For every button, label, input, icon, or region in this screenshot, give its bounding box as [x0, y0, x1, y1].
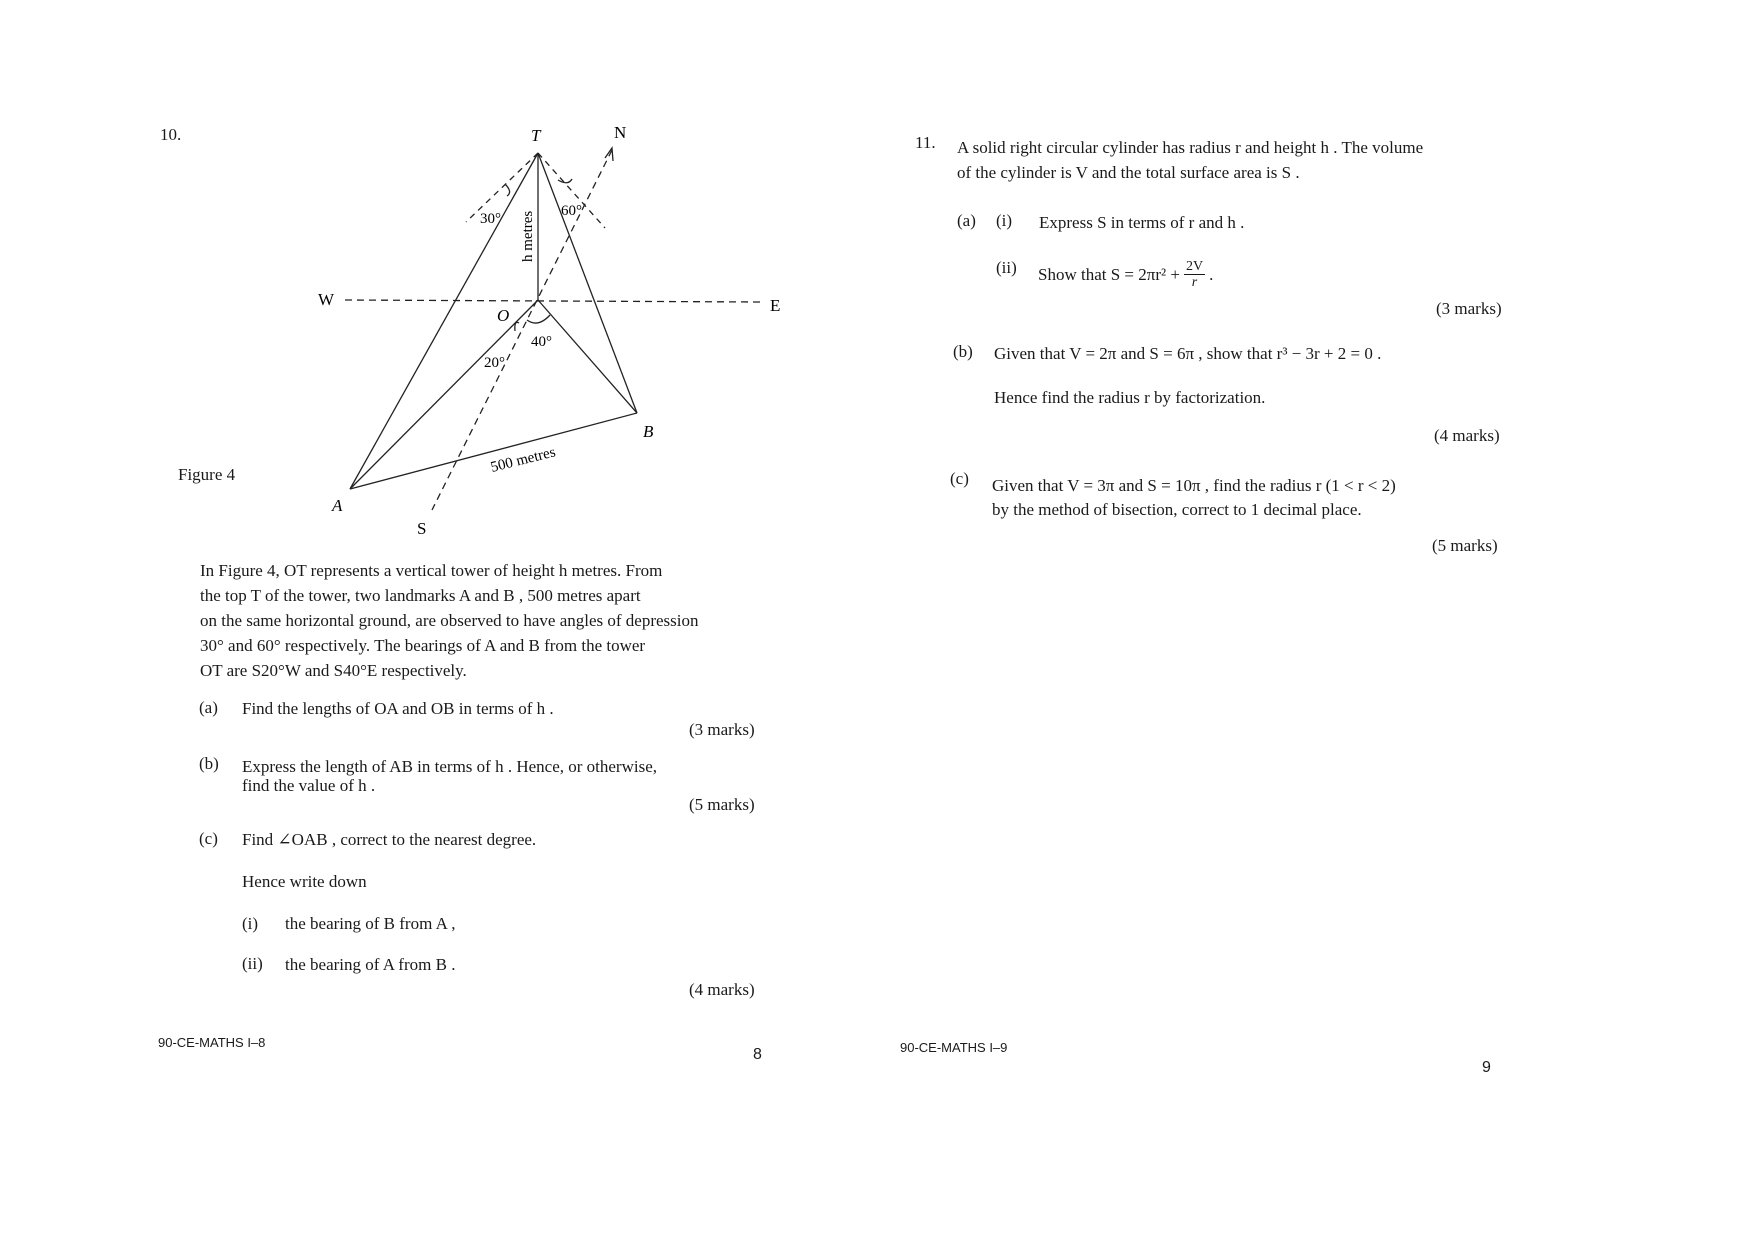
west-east-line [345, 300, 760, 302]
part-a-marks: (3 marks) [689, 720, 755, 739]
part-a-text: Find the lengths of OA and OB in terms of h . [242, 699, 554, 718]
question-10-intro [200, 558, 760, 683]
label-angle-60: 60° [561, 203, 582, 219]
label-distance: 500 metres [489, 444, 558, 476]
line-TA [350, 153, 538, 489]
label-angle-20: 20° [484, 355, 505, 371]
question-11-intro-line1: A solid right circular cylinder has radius r and height h . The volume [957, 138, 1424, 157]
label-A: A [332, 496, 343, 515]
part-c-label: (c) [199, 829, 218, 848]
label-O: O [497, 306, 510, 325]
part-b-label: (b) [199, 754, 219, 773]
part-c-marks: (4 marks) [689, 980, 755, 999]
label-S: S [417, 519, 427, 538]
q11-part-a-ii-label: (ii) [996, 258, 1017, 277]
fraction [1184, 259, 1205, 290]
line-AB [350, 413, 637, 489]
figure-4-diagram [0, 0, 880, 560]
label-N: N [614, 123, 627, 142]
right-page-number: 9 [1482, 1059, 1491, 1076]
line-OB [538, 300, 637, 413]
q11-part-a-i-text: Express S in terms of r and h . [1039, 213, 1245, 232]
q11-part-b-label: (b) [953, 342, 973, 361]
part-c-ii-label: (ii) [242, 954, 263, 973]
intro-line: the top T of the tower, two landmarks A and B , 500 metres apart [200, 586, 641, 605]
right-footer-code: 90-CE-MATHS I–9 [900, 1040, 1008, 1055]
intro-line: In Figure 4, OT represents a vertical tower of height h metres. From [200, 561, 663, 580]
angle-arc-30 [505, 184, 510, 196]
label-W: W [318, 290, 335, 309]
part-c-ii-text: the bearing of A from B . [285, 955, 456, 974]
left-page-number: 8 [753, 1046, 762, 1063]
label-B: B [643, 422, 654, 441]
angle-arc-20 [515, 322, 519, 331]
q11-part-a-ii-formula [1038, 259, 1213, 290]
fraction-denominator: r [1191, 275, 1198, 290]
part-c-i-text: the bearing of B from A , [285, 914, 456, 933]
line-TB [538, 153, 637, 413]
part-c-hence: Hence write down [242, 872, 367, 891]
question-11-number: 11. [915, 133, 936, 152]
label-angle-30: 30° [480, 211, 501, 227]
label-T: T [531, 126, 541, 145]
intro-line: on the same horizontal ground, are observed to have angles of depression [200, 611, 699, 630]
part-b-line2: find the value of h . [242, 776, 376, 795]
question-10-number: 10. [160, 125, 182, 144]
q11-part-a-i-label: (i) [996, 211, 1013, 230]
q11-part-c-line2: by the method of bisection, correct to 1 decimal place. [992, 500, 1362, 519]
q11-part-a-label: (a) [957, 211, 976, 230]
label-height: h metres [520, 210, 536, 262]
label-angle-40: 40° [531, 334, 552, 350]
q11-part-b-line1: Given that V = 2π and S = 6π , show that r³ − 3r + 2 = 0 . [994, 344, 1382, 363]
intro-line: OT are S20°W and S40°E respectively. [200, 661, 467, 680]
q11-part-c-marks: (5 marks) [1432, 536, 1498, 555]
intro-line: 30° and 60° respectively. The bearings of A and B from the tower [200, 636, 646, 655]
north-arrow-icon [605, 148, 613, 161]
q11-part-b-marks: (4 marks) [1434, 426, 1500, 445]
part-a-label: (a) [199, 698, 218, 717]
part-b-line1: Express the length of AB in terms of h . Hence, or otherwise, [242, 757, 657, 776]
formula-prefix: Show that S = 2πr² + [1038, 264, 1180, 284]
part-c-i-label: (i) [242, 914, 259, 933]
question-11-intro-line2: of the cylinder is V and the total surface area is S . [957, 163, 1300, 182]
angle-arc-60 [558, 179, 572, 183]
fraction-numerator: 2V [1185, 259, 1204, 274]
q11-part-c-line1: Given that V = 3π and S = 10π , find the radius r (1 < r < 2) [992, 476, 1396, 495]
formula-suffix: . [1209, 264, 1214, 284]
figure-caption: Figure 4 [178, 465, 236, 484]
part-c-text: Find ∠OAB , correct to the nearest degree. [242, 830, 537, 849]
left-footer-code: 90-CE-MATHS I–8 [158, 1035, 266, 1050]
part-b-marks: (5 marks) [689, 795, 755, 814]
q11-part-a-marks: (3 marks) [1436, 299, 1502, 318]
q11-part-c-label: (c) [950, 469, 969, 488]
q11-part-b-line2: Hence find the radius r by factorization. [994, 388, 1266, 407]
angle-arc-40 [527, 315, 550, 323]
label-E: E [770, 296, 781, 315]
